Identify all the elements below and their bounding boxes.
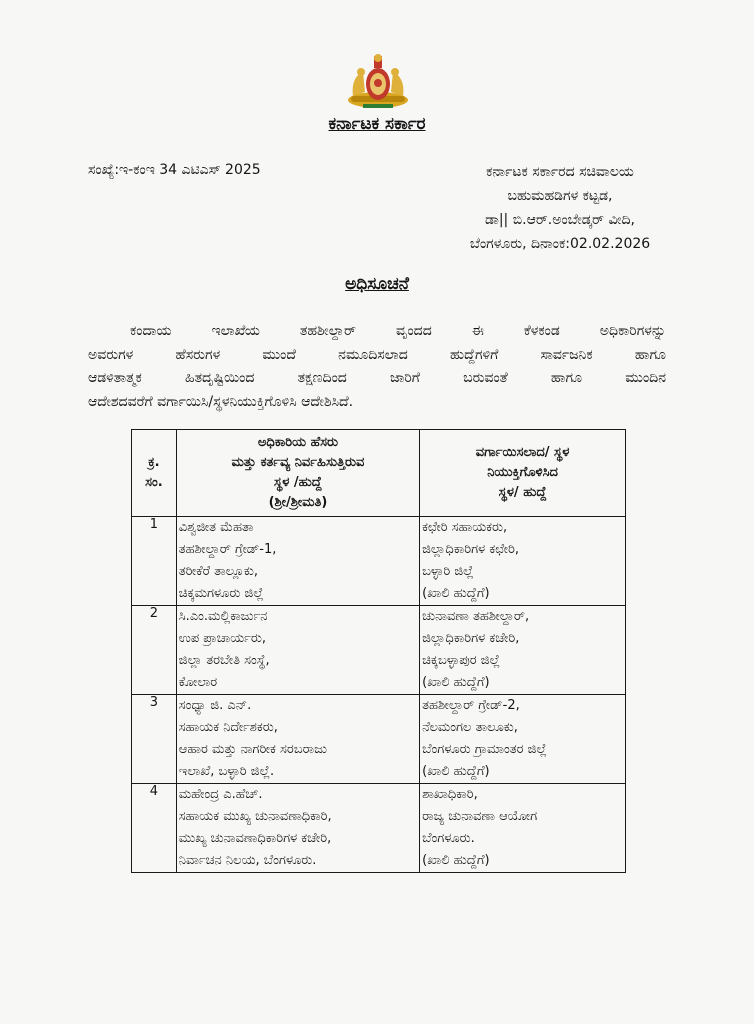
cell-line: ಜಿಲ್ಲಾಧಿಕಾರಿಗಳ ಕಚೇರಿ, xyxy=(422,631,520,646)
header-line: ಸಂ. xyxy=(145,475,163,490)
header-line: ಕ್ರ. xyxy=(148,455,160,470)
address-date-line: ಬೆಂಗಳೂರು, ದಿನಾಂಕ:02.02.2026 xyxy=(469,236,651,252)
cell-line: ಬಳ್ಳಾರಿ ಜಿಲ್ಲೆ xyxy=(422,564,474,579)
cell-line: ಬೆಂಗಳೂರು. xyxy=(422,831,475,846)
cell-line: (ಖಾಲಿ ಹುದ್ದೆಗೆ) xyxy=(422,675,490,690)
header-line: ವರ್ಗಾಯಿಸಲಾದ/ ಸ್ಥಳ xyxy=(475,445,570,460)
table-header-row xyxy=(132,430,626,517)
officer-cell xyxy=(176,695,419,784)
body-line: ಆಡಳಿತಾತ್ಮಕ ಹಿತದೃಷ್ಟಿಯಿಂದ ತಕ್ಷಣದಿಂದ ಜಾರಿಗೆ ಬರುವಂತೆ ಹಾಗೂ ಮುಂದಿನ xyxy=(88,370,666,386)
header-serial-number xyxy=(132,430,177,517)
cell-line: ಚುನಾವಣಾ ತಹಶೀಲ್ದಾರ್, xyxy=(422,609,530,624)
serial-number: 3 xyxy=(132,695,177,784)
cell-line: ಉಪ ಪ್ರಾಚಾರ್ಯರು, xyxy=(178,631,267,646)
cell-line: ತಹಶೀಲ್ದಾರ್ ಗ್ರೇಡ್-1, xyxy=(178,542,277,557)
serial-number: 1 xyxy=(132,517,177,606)
posting-cell xyxy=(420,517,626,606)
notification-title: ಅಧಿಸೂಚನೆ xyxy=(345,274,409,294)
table-row xyxy=(132,784,626,873)
cell-line: ಬೆಂಗಳೂರು ಗ್ರಾಮಾಂತರ ಜಿಲ್ಲೆ xyxy=(422,742,547,757)
serial-number: 4 xyxy=(132,784,177,873)
table-row xyxy=(132,517,626,606)
officer-cell xyxy=(176,517,419,606)
cell-line: ಚಿಕ್ಕಮಗಳೂರು ಜಿಲ್ಲೆ xyxy=(178,586,264,601)
cell-line: ಸಹಾಯಕ ನಿರ್ದೇಶಕರು, xyxy=(178,720,278,735)
posting-cell xyxy=(420,784,626,873)
cell-line: ಇಲಾಖೆ, ಬಳ್ಳಾರಿ ಜಿಲ್ಲೆ. xyxy=(178,764,275,779)
cell-line: (ಖಾಲಿ ಹುದ್ದೆಗೆ) xyxy=(422,764,490,779)
officer-cell xyxy=(176,606,419,695)
posting-cell xyxy=(420,606,626,695)
cell-line: ವಿಶ್ವಜೀತ ಮೆಹತಾ xyxy=(178,520,254,535)
cell-line: ಸಿ.ಎಂ.ಮಲ್ಲಿಕಾರ್ಜುನ xyxy=(178,609,268,624)
cell-line: ಮಹೇಂದ್ರ ಎ.ಹೆಚ್. xyxy=(178,787,263,802)
address-line: ಬಹುಮಹಡಿಗಳ ಕಟ್ಟಡ, xyxy=(507,188,613,204)
transfer-table xyxy=(131,429,626,873)
table-row xyxy=(132,695,626,784)
cell-line: ಮುಖ್ಯ ಚುನಾವಣಾಧಿಕಾರಿಗಳ ಕಚೇರಿ, xyxy=(178,831,332,846)
cell-line: (ಖಾಲಿ ಹುದ್ದೆಗೆ) xyxy=(422,853,490,868)
cell-line: ತಹಶೀಲ್ದಾರ್ ಗ್ರೇಡ್-2, xyxy=(422,698,520,713)
header-line: ಸ್ಥಳ/ ಹುದ್ದೆ xyxy=(498,485,547,500)
body-line: ಆದೇಶದವರೆಗೆ ವರ್ಗಾಯಿಸಿ/ಸ್ಥಳನಿಯುಕ್ತಿಗೊಳಿಸಿ ಆದೇಶಿಸಿದೆ. xyxy=(88,393,354,410)
header-posting xyxy=(420,430,626,517)
cell-line: ಸಂಧ್ಯಾ ಜಿ. ಎನ್. xyxy=(178,698,252,713)
cell-line: ತರೀಕೆರೆ ತಾಲ್ಲೂಕು, xyxy=(178,564,259,579)
serial-number: 2 xyxy=(132,606,177,695)
office-address xyxy=(440,160,680,256)
government-title: ಕರ್ನಾಟಕ ಸರ್ಕಾರ xyxy=(328,114,426,134)
cell-line: (ಖಾಲಿ ಹುದ್ದೆಗೆ) xyxy=(422,586,490,601)
body-line: ಅವರುಗಳ ಹೆಸರುಗಳ ಮುಂದೆ ನಮೂದಿಸಲಾದ ಹುದ್ದೆಗಳಿಗೆ ಸಾರ್ವಜನಿಕ ಹಾಗೂ xyxy=(88,346,666,363)
header-line: ಅಧಿಕಾರಿಯ ಹೆಸರು xyxy=(257,435,339,450)
cell-line: ಜಿಲ್ಲಾ ತರಬೇತಿ ಸಂಸ್ಥೆ, xyxy=(178,653,270,668)
cell-line: ರಾಜ್ಯ ಚುನಾವಣಾ ಆಯೋಗ xyxy=(422,809,538,824)
cell-line: ಶಾಖಾಧಿಕಾರಿ, xyxy=(422,787,478,802)
cell-line: ಜಿಲ್ಲಾಧಿಕಾರಿಗಳ ಕಛೇರಿ, xyxy=(422,542,519,557)
reference-number: ಸಂಖ್ಯೆ:ಇ-ಕಂಇ 34 ಎಟಿಎಸ್ 2025 xyxy=(88,162,261,178)
header-line: ಮತ್ತು ಕರ್ತವ್ಯ ನಿರ್ವಹಿಸುತ್ತಿರುವ xyxy=(231,455,365,470)
cell-line: ಚಿಕ್ಕಬಳ್ಳಾಪುರ ಜಿಲ್ಲೆ xyxy=(422,653,501,668)
header-line: ನಿಯುಕ್ತಿಗೊಳಿಸಿದ xyxy=(487,465,558,480)
cell-line: ನೆಲಮಂಗಲ ತಾಲೂಕು, xyxy=(422,720,518,735)
cell-line: ಕೋಲಾರ xyxy=(178,675,218,690)
state-emblem-icon xyxy=(343,52,413,114)
cell-line: ಸಹಾಯಕ ಮುಖ್ಯ ಚುನಾವಣಾಧಿಕಾರಿ, xyxy=(178,809,332,824)
notification-body xyxy=(88,320,666,414)
body-line: ಕಂದಾಯ ಇಲಾಖೆಯ ತಹಶೀಲ್ದಾರ್ ವೃಂದದ ಈ ಕೆಳಕಂಡ ಅಧಿಕಾರಿಗಳನ್ನು xyxy=(130,323,666,339)
cell-line: ನಿರ್ವಾಚನ ನಿಲಯ, ಬೆಂಗಳೂರು. xyxy=(178,853,317,868)
posting-cell xyxy=(420,695,626,784)
address-line: ಕರ್ನಾಟಕ ಸರ್ಕಾರದ ಸಚಿವಾಲಯ xyxy=(486,164,634,180)
header-line: (ಶ್ರೀ/ಶ್ರೀಮತಿ) xyxy=(268,495,328,510)
table-row xyxy=(132,606,626,695)
header-officer xyxy=(176,430,419,517)
header-line: ಸ್ಥಳ /ಹುದ್ದೆ xyxy=(274,475,322,490)
cell-line: ಆಹಾರ ಮತ್ತು ನಾಗರೀಕ ಸರಬರಾಜು xyxy=(178,742,327,757)
cell-line: ಕಛೇರಿ ಸಹಾಯಕರು, xyxy=(422,520,508,535)
officer-cell xyxy=(176,784,419,873)
address-line: ಡಾ|| ಬಿ.ಆರ್.ಅಂಬೇಡ್ಕರ್ ವೀದಿ, xyxy=(484,212,635,228)
